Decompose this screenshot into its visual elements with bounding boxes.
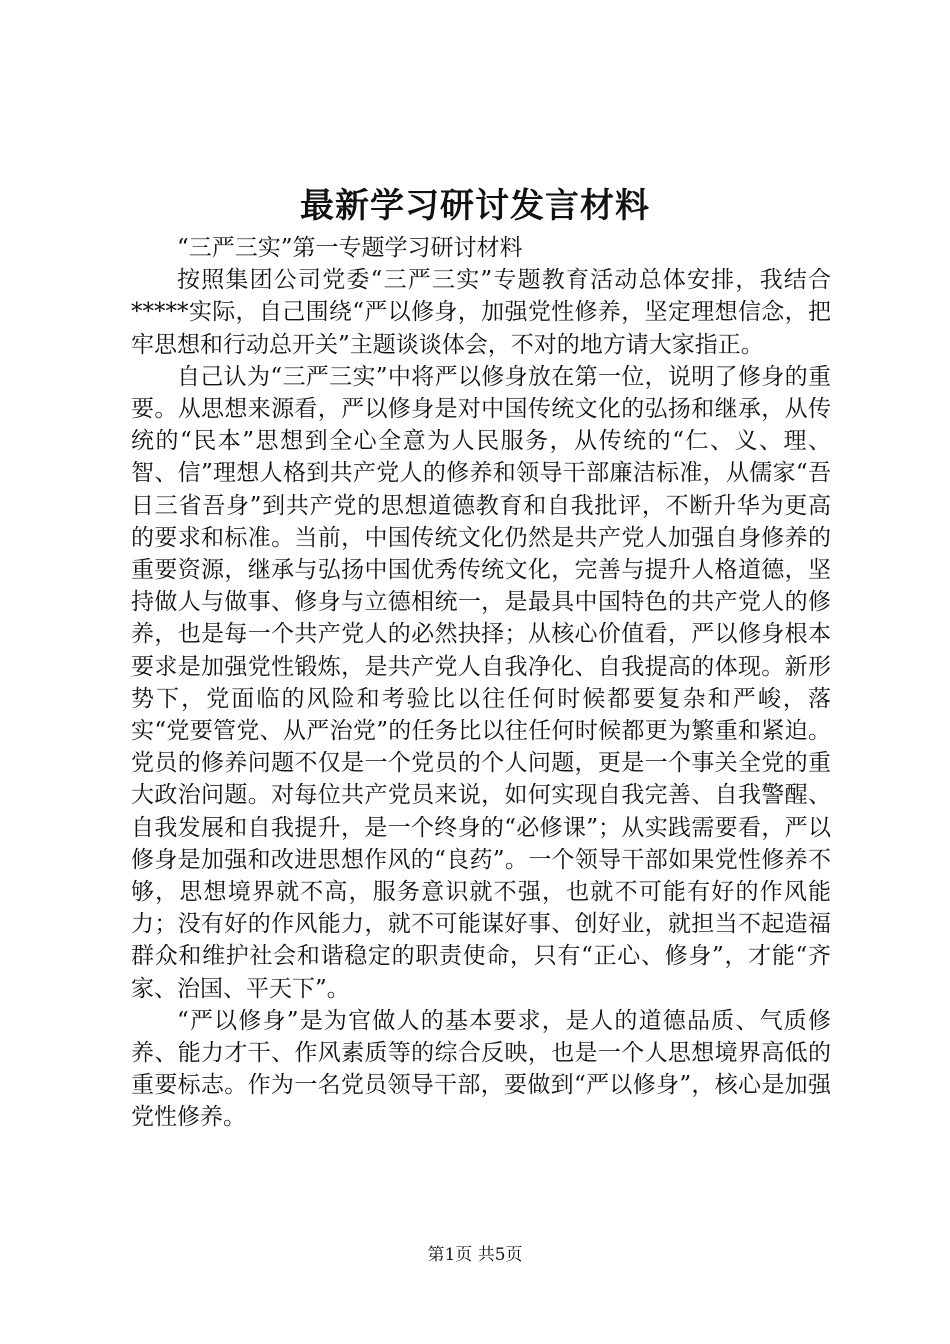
paragraph-conclusion: “严以修身”是为官做人的基本要求，是人的道德品质、气质修养、能力才干、作风素质等的综合反映，也是一个人思想境界高低的重要标志。作为一名党员领导干部，要做到“严以修身”，核心是加强党性修养。 (131, 1007, 831, 1131)
paragraph-subtitle: “三严三实”第一专题学习研讨材料 (177, 235, 523, 261)
paragraph-main: 自己认为“三严三实”中将严以修身放在第一位，说明了修身的重要。从思想来源看，严以修身是对中国传统文化的弘扬和继承，从传统的“民本”思想到全心全意为人民服务，从传统的“仁、义、理、智、信”理想人格到共产党人的修养和领导干部廉洁标准，从儒家“吾日三省吾身”到共产党的思想道德教育和自我批评，不断升华为更高的要求和标准。当前，中国传统文化仍然是共产党人加强自身修养的重要资源，继承与弘扬中国优秀传统文化，完善与提升人格道德，坚持做人与做事、修身与立德相统一，是最具中国特色的共产党人的修养，也是每一个共产党人的必然抉择；从核心价值看，严以修身根本要求是加强党性锻炼，是共产党人自我净化、自我提高的体现。新形势下，党面临的风险和考验比以往任何时候都要复杂和严峻，落实“党要管党、从严治党”的任务比以往任何时候都更为繁重和紧迫。党员的修养问题不仅是一个党员的个人问题，更是一个事关全党的重大政治问题。对每位共产党员来说，如何实现自我完善、自我警醒、自我发展和自我提升，是一个终身的“必修课”；从实践需要看，严以修身是加强和改进思想作风的“良药”。一个领导干部如果党性修养不够，思想境界就不高，服务意识就不强，也就不可能有好的作风能力；没有好的作风能力，就不可能谋好事、创好业，就担当不起造福群众和维护社会和谐稳定的职责使命，只有“正心、修身”，才能“齐家、治国、平天下”。 (131, 363, 831, 1002)
document-title: 最新学习研讨发言材料 (300, 186, 650, 226)
document-body (131, 232, 831, 1134)
paragraph-intro: 按照集团公司党委“三严三实”专题教育活动总体安排，我结合*****实际，自己围绕“严以修身，加强党性修养，坚定理想信念，把牢思想和行动总开关”主题谈谈体会，不对的地方请大家指正。 (131, 267, 831, 358)
page-number-footer: 第1页 共5页 (427, 1245, 523, 1265)
